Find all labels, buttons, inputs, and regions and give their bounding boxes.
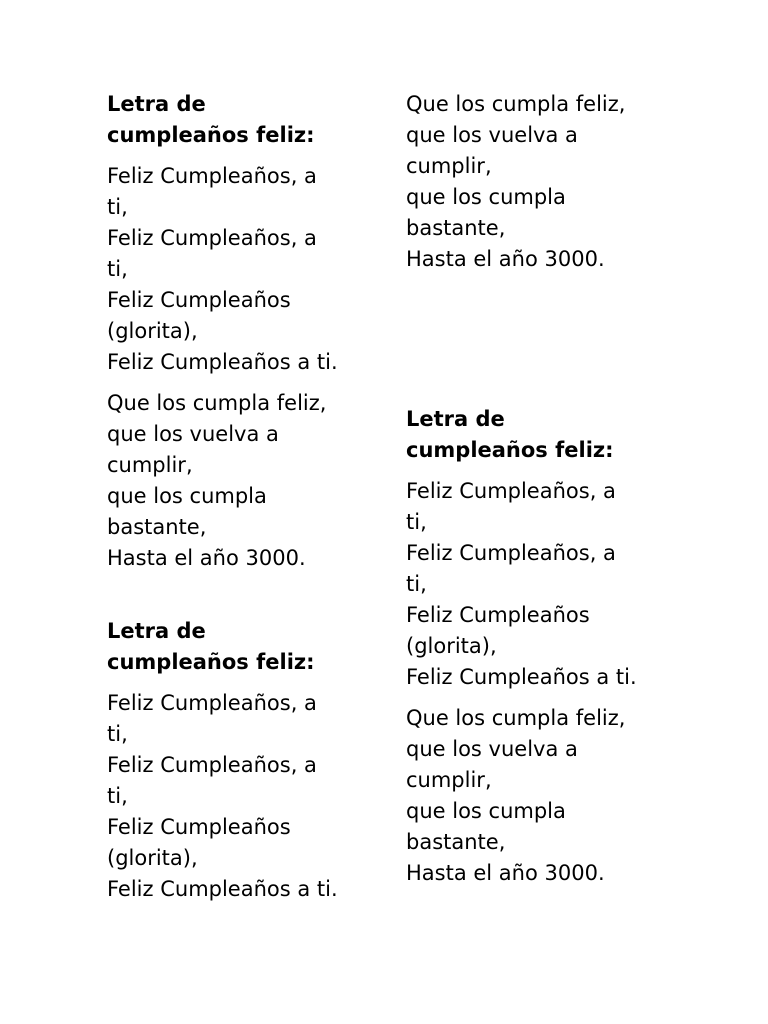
chorus-stanza: Feliz Cumpleaños, a ti, Feliz Cumpleaños, a ti, Feliz Cumpleaños (glorita), Feliz Cumpleaños a ti. — [107, 691, 338, 901]
right-column — [406, 89, 676, 889]
lyrics-heading: Letra de cumpleaños feliz: — [107, 92, 315, 147]
lyrics-heading: Letra de cumpleaños feliz: — [406, 407, 614, 462]
verse-stanza: Que los cumpla feliz, que los vuelva a cumplir, que los cumpla bastante, Hasta el año 3000. — [107, 391, 327, 570]
verse-stanza: Que los cumpla feliz, que los vuelva a cumplir, que los cumpla bastante, Hasta el año 3000. — [406, 92, 626, 271]
chorus-stanza: Feliz Cumpleaños, a ti, Feliz Cumpleaños, a ti, Feliz Cumpleaños (glorita), Feliz Cumpleaños a ti. — [406, 479, 637, 689]
verse-stanza: Que los cumpla feliz, que los vuelva a cumplir, que los cumpla bastante, Hasta el año 3000. — [406, 706, 626, 885]
left-column — [107, 89, 377, 905]
lyrics-heading: Letra de cumpleaños feliz: — [107, 619, 315, 674]
chorus-stanza: Feliz Cumpleaños, a ti, Feliz Cumpleaños, a ti, Feliz Cumpleaños (glorita), Feliz Cumpleaños a ti. — [107, 164, 338, 374]
